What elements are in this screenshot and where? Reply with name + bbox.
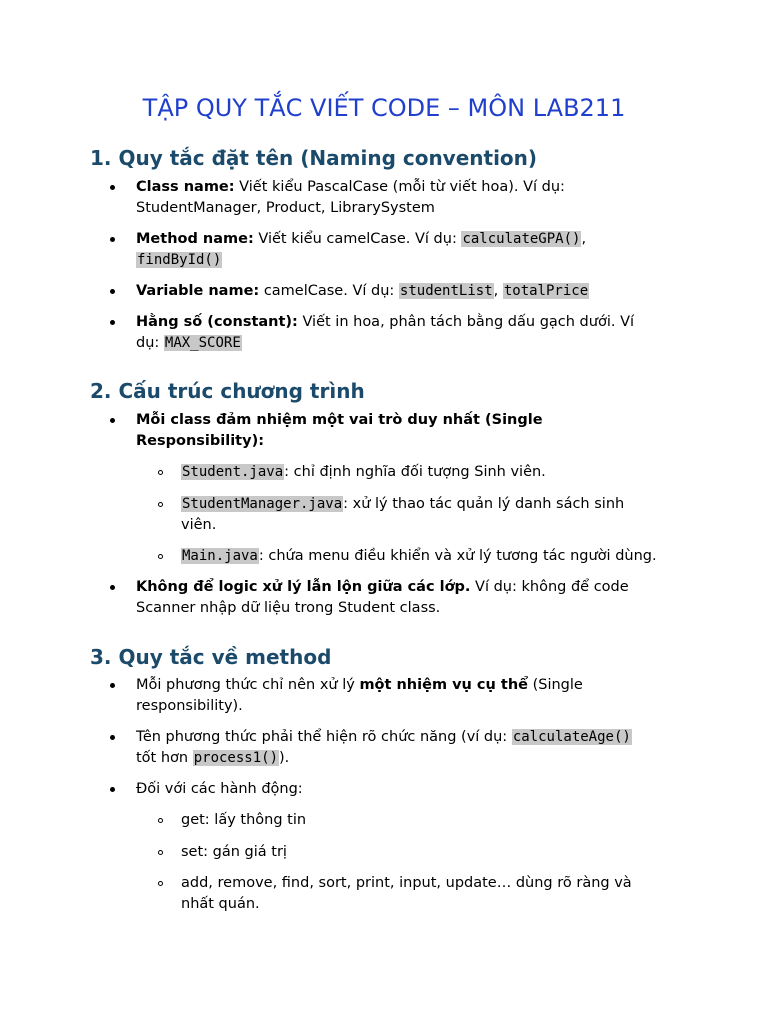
code-snippet: totalPrice (503, 283, 589, 299)
bullet-icon (110, 735, 115, 740)
bullet-icon (110, 320, 115, 325)
item-text: : chỉ định nghĩa đối tượng Sinh viên. (284, 464, 546, 480)
item-emphasis: một nhiệm vụ cụ thể (359, 677, 528, 693)
bullet-icon (110, 185, 115, 190)
item-label: Class name: (136, 179, 235, 195)
item-label: Hằng số (constant): (136, 314, 298, 330)
item-text: add, remove, find, sort, print, input, update… dùng rõ ràng và (181, 875, 632, 891)
item-label: Không để logic xử lý lẫn lộn giữa các lớp. (136, 579, 471, 595)
sub-bullet-icon (158, 881, 163, 886)
code-snippet: calculateGPA() (462, 231, 581, 247)
item-text: dụ: (136, 335, 160, 351)
code-snippet: process1() (193, 750, 279, 766)
sub-bullet-icon (158, 470, 163, 475)
item-text: Ví dụ: không để code (475, 579, 629, 595)
sub-bullet-icon (158, 850, 163, 855)
item-text: Viết kiểu camelCase. Ví dụ: (258, 231, 457, 247)
item-text: Viết in hoa, phân tách bằng dấu gạch dưới. Ví (302, 314, 635, 330)
item-text: get: lấy thông tin (181, 812, 307, 828)
document-title: TẬP QUY TẮC VIẾT CODE – MÔN LAB211 (142, 94, 626, 122)
item-text: : chứa menu điều khiển và xử lý tương tác người dùng. (258, 548, 657, 564)
code-snippet: findById() (137, 252, 222, 268)
code-snippet: studentList (399, 283, 493, 299)
item-text: Đối với các hành động: (136, 781, 303, 797)
bullet-icon (110, 289, 115, 294)
code-snippet: StudentManager.java (182, 496, 343, 512)
item-text: (Single (532, 677, 583, 693)
item-text: Mỗi phương thức chỉ nên xử lý (136, 677, 355, 693)
sub-bullet-icon (158, 502, 163, 507)
separator: , (581, 231, 587, 247)
item-text: : xử lý thao tác quản lý danh sách sinh (343, 496, 625, 512)
item-text: Tên phương thức phải thể hiện rõ chức năng (ví dụ: (136, 729, 508, 745)
separator: , (493, 283, 499, 299)
item-text: ). (279, 750, 290, 766)
item-text: Viết kiểu PascalCase (mỗi từ viết hoa). Ví dụ: (239, 179, 565, 195)
item-text: responsibility). (136, 698, 243, 714)
item-text: viên. (181, 517, 217, 533)
item-text: camelCase. Ví dụ: (263, 283, 395, 299)
item-text: nhất quán. (181, 896, 260, 912)
bullet-icon (110, 237, 115, 242)
code-snippet: Student.java (182, 464, 284, 480)
item-label: Responsibility): (136, 433, 264, 449)
section-heading-method: 3. Quy tắc về method (90, 645, 332, 669)
item-label: Method name: (136, 231, 254, 247)
bullet-icon (110, 683, 115, 688)
item-label: Mỗi class đảm nhiệm một vai trò duy nhất (Single (136, 412, 543, 428)
item-text: set: gán giá trị (181, 844, 287, 860)
item-text: StudentManager, Product, LibrarySystem (136, 200, 435, 216)
bullet-icon (110, 787, 115, 792)
section-heading-structure: 2. Cấu trúc chương trình (90, 379, 365, 403)
bullet-icon (110, 418, 115, 423)
sub-bullet-icon (158, 554, 163, 559)
code-snippet: Main.java (182, 548, 258, 564)
item-label: Variable name: (136, 283, 260, 299)
bullet-icon (110, 585, 115, 590)
sub-bullet-icon (158, 818, 163, 823)
code-snippet: calculateAge() (512, 729, 631, 745)
section-heading-naming: 1. Quy tắc đặt tên (Naming convention) (90, 146, 538, 170)
item-text: Scanner nhập dữ liệu trong Student class. (136, 600, 441, 616)
code-snippet: MAX_SCORE (164, 335, 241, 351)
item-text: tốt hơn (136, 750, 189, 766)
